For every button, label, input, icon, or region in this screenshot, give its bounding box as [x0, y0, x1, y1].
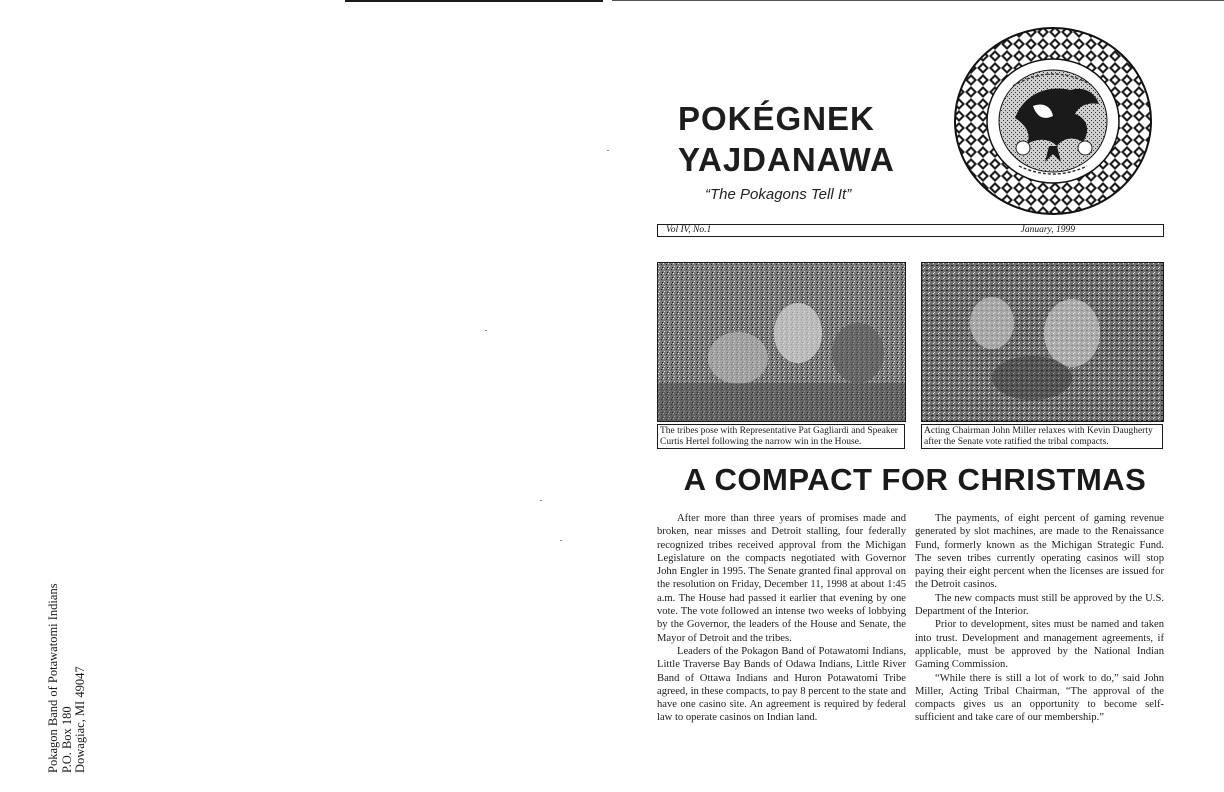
photo-caption: The tribes pose with Representative Pat Gagliardi and Speaker Curtis Hertel following the narrow win in the House. [657, 424, 905, 449]
photo-chairman-after-senate-vote [921, 262, 1164, 422]
tribal-seal-logo [953, 26, 1153, 216]
article-paragraph: The payments, of eight percent of gaming revenue generated by slot machines, are made to the Renaissance Fund, formerly known as the Michigan Strategic Fund. The seven tribes currently operating casinos will stop paying their eight percent when the licenses are issued for the Detroit casinos. [915, 513, 1164, 591]
scan-speck [485, 330, 487, 331]
article-paragraph: After more than three years of promises made and broken, near misses and Detroit stalling, four federally recognized tribes received approval from the Michigan Legislature on the compacts negotiated with Governor John Engler in 1995. The Senate granted final approval on the resolution on Friday, December 11, 1998 at about 1:45 a.m. The House had passed it earlier that evening by one vote. The vote followed an intense two weeks of lobbying by the Governor, the leaders of the House and Senate, the Mayor of Detroit and the tribes. [657, 513, 906, 644]
mailing-line: Dowagiac, MI 49047 [73, 666, 87, 773]
newsletter-title [678, 98, 895, 180]
title-line: POKÉGNEK [678, 100, 875, 137]
issue-date: January, 1999 [1020, 225, 1075, 235]
mailing-address [47, 558, 107, 773]
scan-speck [607, 150, 609, 151]
article-paragraph: Leaders of the Pokagon Band of Potawatomi Indians, Little Traverse Bay Bands of Odawa Indians, Little River Band of Ottawa Indians and Huron Potawatomi Tribe agreed, in these compacts, to pay 8 percent to the state and have one casino site. An agreement is required by federal law to operate casinos on Indian land. [657, 645, 906, 724]
page-edge-line [612, 0, 1224, 1]
mailing-line: Pokagon Band of Potawatomi Indians [46, 583, 60, 773]
mailing-line: P.O. Box 180 [59, 706, 74, 773]
newsletter-tagline: “The Pokagons Tell It” [705, 186, 852, 203]
scan-speck [560, 540, 562, 541]
photo-tribes-with-representatives [657, 262, 906, 422]
article-column-right [915, 512, 1164, 725]
scan-speck [540, 500, 542, 501]
article-column-left [657, 512, 906, 725]
photo-caption: Acting Chairman John Miller relaxes with Kevin Daugherty after the Senate vote ratified the tribal compacts. [921, 424, 1163, 449]
issue-info-bar [657, 224, 1164, 237]
title-line: YAJDANAWA [678, 141, 895, 178]
article-paragraph: The new compacts must still be approved by the U.S. Department of the Interior. [915, 592, 1164, 618]
article-paragraph: Prior to development, sites must be named and taken into trust. Development and management agreements, if applicable, must be approved by the National Indian Gaming Commission. [915, 619, 1164, 671]
article-headline: A COMPACT FOR CHRISTMAS [683, 462, 1147, 497]
article-paragraph: “While there is still a lot of work to do,” said John Miller, Acting Tribal Chairman, “The approval of the compacts gives us an opportunity to become self-sufficient and take care of our membership.” [915, 672, 1164, 724]
page-edge-line [345, 0, 603, 2]
volume-number: Vol IV, No.1 [666, 225, 712, 235]
